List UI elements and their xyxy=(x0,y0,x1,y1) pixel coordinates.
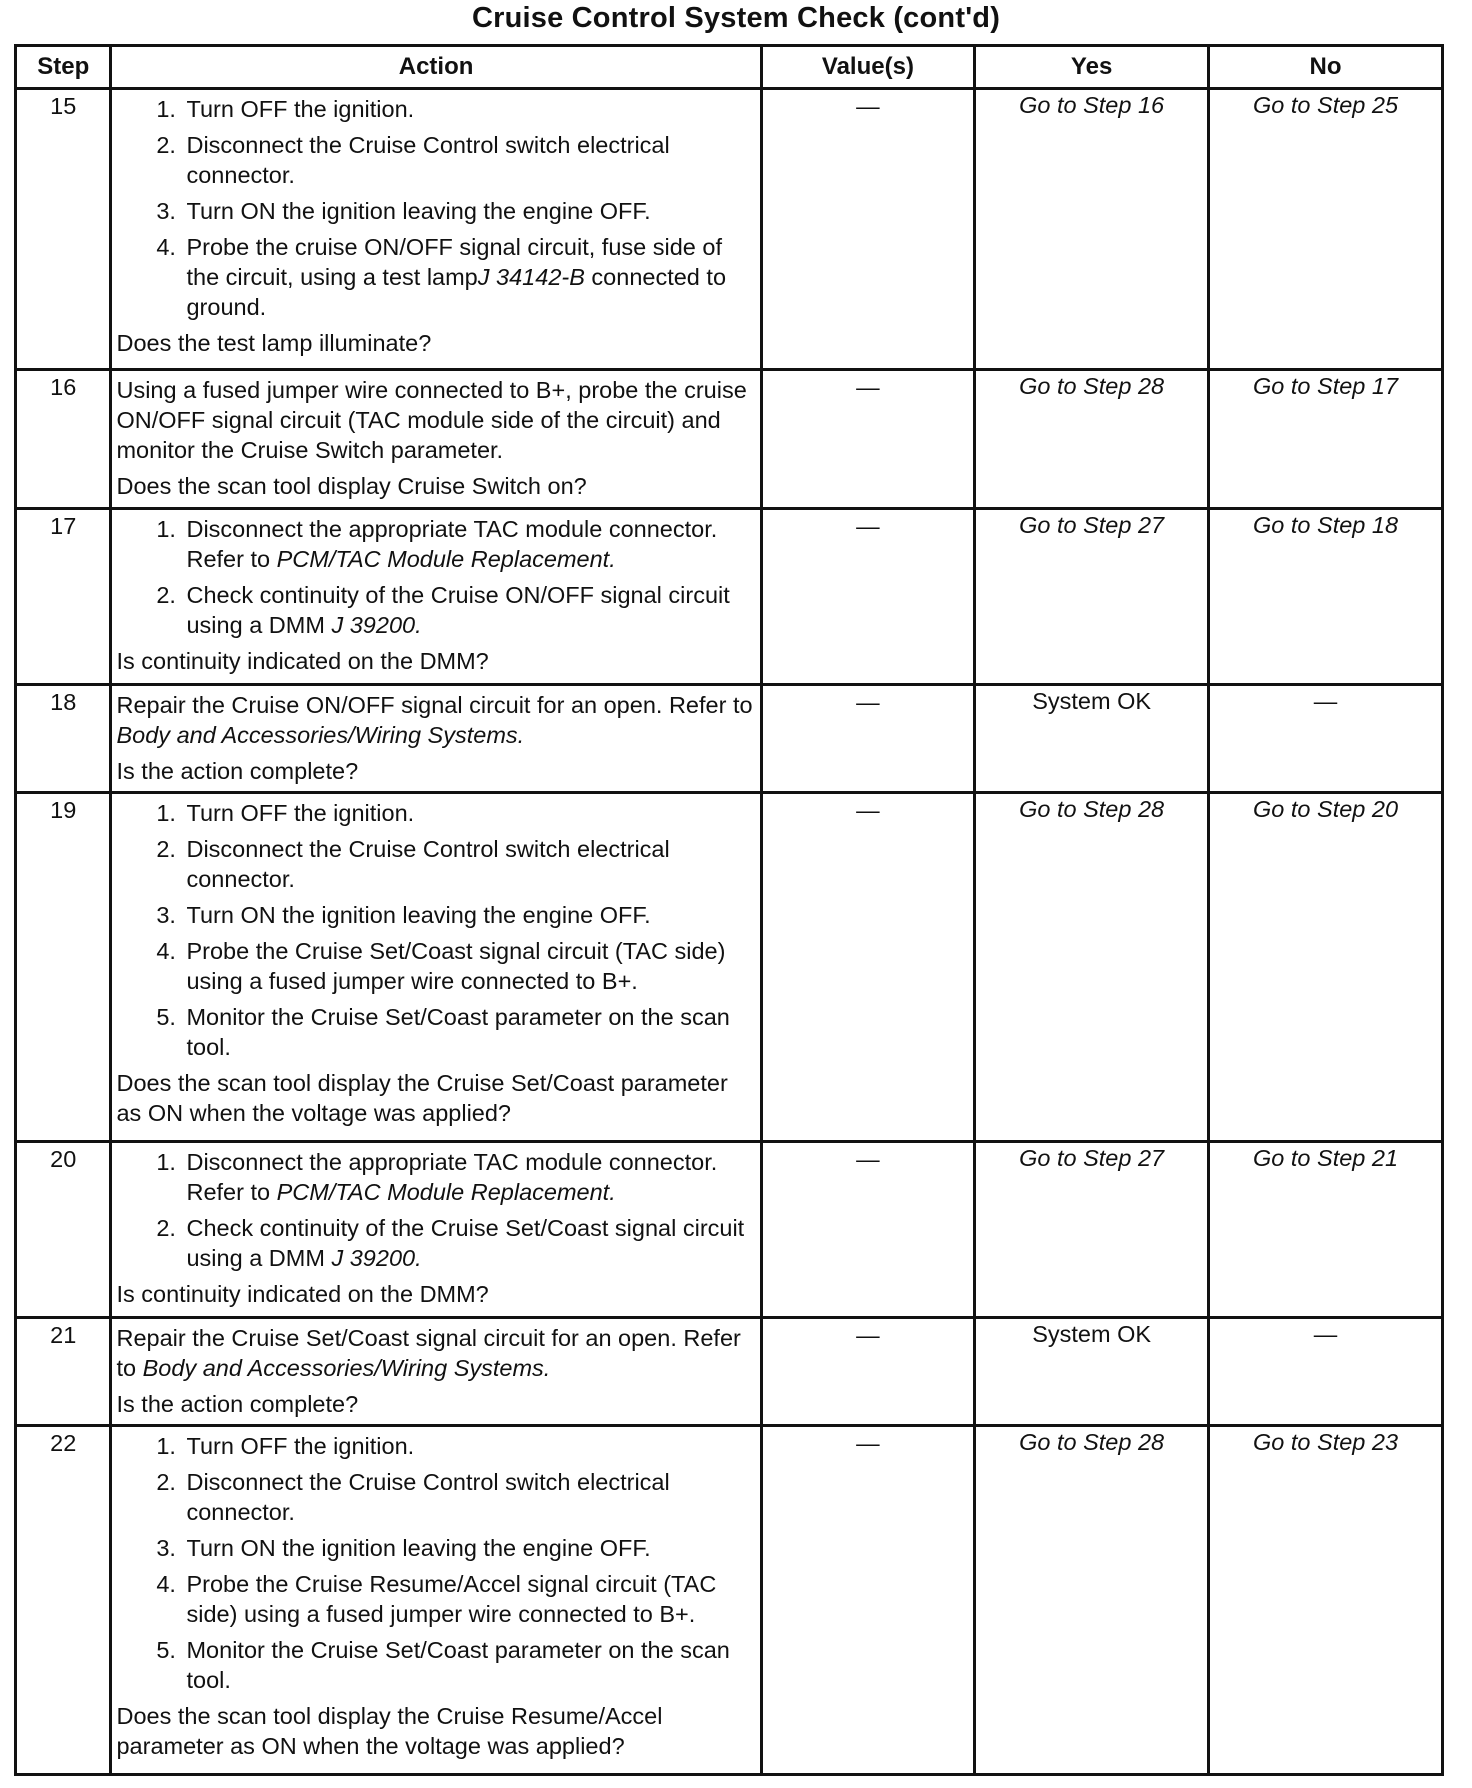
action-cell xyxy=(111,1141,761,1317)
no-result: Go to Step 20 xyxy=(1209,793,1443,1142)
action-step-item xyxy=(182,1533,753,1563)
action-text: Probe the Cruise Set/Coast signal circuit (TAC side) using a fused jumper wire connected to B+. xyxy=(186,938,726,995)
table-row-step-18 xyxy=(16,684,1443,792)
action-text: Probe the cruise ON/OFF signal circuit, fuse side of the circuit, using a test lamp xyxy=(186,234,722,290)
table-row-step-15 xyxy=(16,89,1443,370)
no-result: — xyxy=(1209,684,1443,792)
action-text: Turn OFF the ignition. xyxy=(186,800,415,827)
step-number: 15 xyxy=(16,89,111,370)
value-cell: — xyxy=(761,1426,975,1775)
yes-result: System OK xyxy=(975,1317,1209,1425)
action-text: connected to ground. xyxy=(186,264,727,320)
action-steps-list xyxy=(116,1147,753,1273)
action-steps-list xyxy=(116,798,753,1062)
action-step-item xyxy=(182,936,753,996)
step-number: 21 xyxy=(16,1317,111,1425)
page-title: Cruise Control System Check (cont'd) xyxy=(471,2,1001,34)
action-text: Disconnect the Cruise Control switch electrical connector. xyxy=(186,836,670,893)
action-question: Does the scan tool display the Cruise Set/Coast parameter as ON when the voltage was applied? xyxy=(116,1070,728,1127)
no-result: — xyxy=(1209,1317,1443,1425)
step-number: 16 xyxy=(16,370,111,509)
action-step-item xyxy=(182,580,753,640)
action-intro xyxy=(116,375,753,465)
action-steps-list xyxy=(116,514,753,640)
step-number: 17 xyxy=(16,508,111,684)
table-row-step-16 xyxy=(16,370,1443,509)
yes-result: Go to Step 28 xyxy=(975,1426,1209,1775)
reference-text: PCM/TAC Module Replacement. xyxy=(276,545,616,572)
action-text: Turn ON the ignition leaving the engine OFF. xyxy=(186,902,651,929)
action-step-item xyxy=(182,196,753,226)
action-question: Is continuity indicated on the DMM? xyxy=(116,647,489,674)
action-steps-list xyxy=(116,1431,753,1695)
no-result: Go to Step 18 xyxy=(1209,508,1443,684)
action-question: Does the scan tool display Cruise Switch on? xyxy=(116,473,587,499)
action-step-item xyxy=(182,94,753,124)
reference-text: J 39200. xyxy=(331,1244,422,1271)
no-result: Go to Step 21 xyxy=(1209,1141,1443,1317)
table-row-step-22 xyxy=(16,1426,1443,1775)
value-cell: — xyxy=(761,370,975,509)
action-step-item xyxy=(182,514,753,574)
action-text: Using a fused jumper wire connected to B+, probe the cruise ON/OFF signal circuit (TAC module side of the circuit) and monitor the Cruise Switch parameter. xyxy=(116,377,747,463)
action-intro xyxy=(116,690,753,750)
action-step-item xyxy=(182,232,753,322)
action-cell xyxy=(111,370,761,509)
action-text: Disconnect the Cruise Control switch electrical connector. xyxy=(186,1469,670,1525)
table-body xyxy=(16,89,1443,1775)
action-text: Check continuity of the Cruise Set/Coast signal circuit using a DMM xyxy=(186,1214,745,1271)
action-step-item xyxy=(182,1569,753,1629)
yes-result: Go to Step 27 xyxy=(975,1141,1209,1317)
table-header-row xyxy=(16,46,1443,89)
action-step-item xyxy=(182,1431,753,1461)
yes-result: Go to Step 16 xyxy=(975,89,1209,370)
header-no: No xyxy=(1209,46,1443,89)
action-step-item xyxy=(182,900,753,930)
action-step-item xyxy=(182,1147,753,1207)
action-text: Disconnect the Cruise Control switch electrical connector. xyxy=(186,132,670,188)
action-cell xyxy=(111,1426,761,1775)
step-number: 20 xyxy=(16,1141,111,1317)
action-text: Check continuity of the Cruise ON/OFF signal circuit using a DMM xyxy=(186,581,730,638)
step-number: 19 xyxy=(16,793,111,1142)
reference-text: Body and Accessories/Wiring Systems. xyxy=(142,1354,551,1381)
action-question: Is continuity indicated on the DMM? xyxy=(116,1280,489,1307)
action-text: Monitor the Cruise Set/Coast parameter on the scan tool. xyxy=(186,1637,730,1693)
action-text: Turn OFF the ignition. xyxy=(186,96,415,122)
action-text: Disconnect the appropriate TAC module connector. Refer to xyxy=(186,1148,718,1205)
value-cell: — xyxy=(761,793,975,1142)
no-result: Go to Step 25 xyxy=(1209,89,1443,370)
action-step-item xyxy=(182,834,753,894)
header-values: Value(s) xyxy=(761,46,975,89)
no-result: Go to Step 23 xyxy=(1209,1426,1443,1775)
action-intro xyxy=(116,1323,753,1383)
table-row-step-17 xyxy=(16,508,1443,684)
yes-result: Go to Step 28 xyxy=(975,370,1209,509)
action-cell xyxy=(111,89,761,370)
table-row-step-20 xyxy=(16,1141,1443,1317)
action-step-item xyxy=(182,1213,753,1273)
value-cell: — xyxy=(761,89,975,370)
yes-result: Go to Step 27 xyxy=(975,508,1209,684)
action-cell xyxy=(111,793,761,1142)
action-step-item xyxy=(182,1467,753,1527)
action-text: Disconnect the appropriate TAC module connector. Refer to xyxy=(186,515,718,572)
value-cell: — xyxy=(761,508,975,684)
action-cell xyxy=(111,684,761,792)
reference-text: J 39200. xyxy=(331,611,422,638)
action-cell xyxy=(111,508,761,684)
reference-text: J 34142-B xyxy=(477,264,585,290)
action-step-item xyxy=(182,798,753,828)
action-steps-list xyxy=(116,94,753,322)
action-text: Monitor the Cruise Set/Coast parameter on the scan tool. xyxy=(186,1004,730,1061)
action-question: Does the scan tool display the Cruise Resume/Accel parameter as ON when the voltage was applied? xyxy=(116,1703,663,1759)
action-question: Does the test lamp illuminate? xyxy=(116,330,432,356)
procedure-table xyxy=(14,44,1444,1776)
action-text: Repair the Cruise ON/OFF signal circuit for an open. Refer to xyxy=(116,691,753,718)
action-text: Turn ON the ignition leaving the engine OFF. xyxy=(186,1535,651,1561)
step-number: 22 xyxy=(16,1426,111,1775)
value-cell: — xyxy=(761,684,975,792)
action-cell xyxy=(111,1317,761,1425)
header-action: Action xyxy=(111,46,761,89)
action-question: Is the action complete? xyxy=(116,1390,359,1417)
action-step-item xyxy=(182,1635,753,1695)
reference-text: PCM/TAC Module Replacement. xyxy=(276,1178,616,1205)
table-row-step-19 xyxy=(16,793,1443,1142)
header-yes: Yes xyxy=(975,46,1209,89)
reference-text: Body and Accessories/Wiring Systems. xyxy=(116,721,525,748)
value-cell: — xyxy=(761,1317,975,1425)
action-text: Repair the Cruise Set/Coast signal circuit for an open. Refer to xyxy=(116,1324,741,1381)
action-text: Turn OFF the ignition. xyxy=(186,1433,415,1459)
action-step-item xyxy=(182,130,753,190)
header-step: Step xyxy=(16,46,111,89)
table-row-step-21 xyxy=(16,1317,1443,1425)
value-cell: — xyxy=(761,1141,975,1317)
no-result: Go to Step 17 xyxy=(1209,370,1443,509)
yes-result: System OK xyxy=(975,684,1209,792)
action-question: Is the action complete? xyxy=(116,757,359,784)
action-text: Probe the Cruise Resume/Accel signal circuit (TAC side) using a fused jumper wire connected to B+. xyxy=(186,1571,717,1627)
yes-result: Go to Step 28 xyxy=(975,793,1209,1142)
action-step-item xyxy=(182,1002,753,1062)
step-number: 18 xyxy=(16,684,111,792)
action-text: Turn ON the ignition leaving the engine OFF. xyxy=(186,198,651,224)
